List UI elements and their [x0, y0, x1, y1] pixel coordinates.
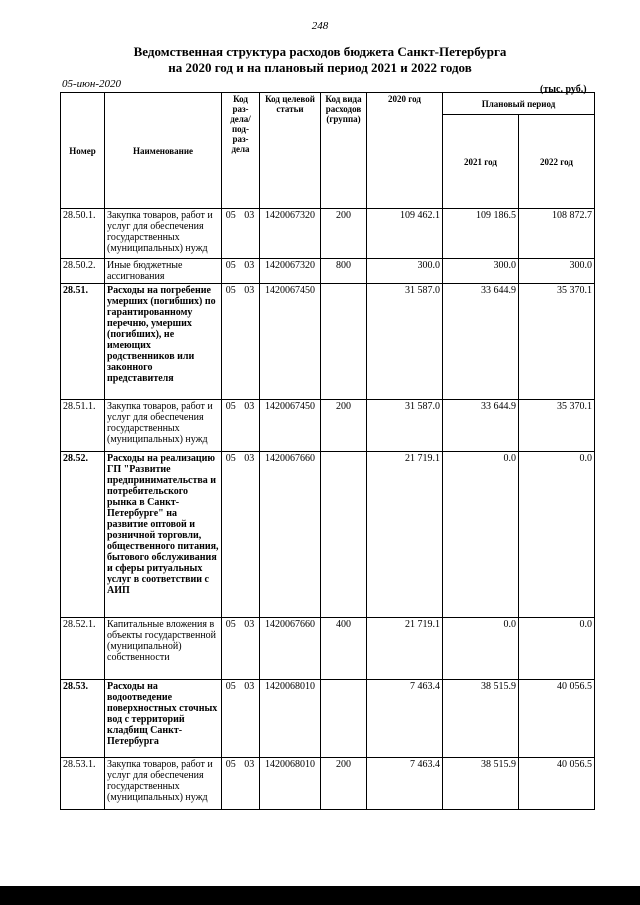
header-planned: Плановый период — [443, 93, 595, 115]
row-section: 05 — [222, 452, 240, 618]
table-row — [61, 400, 595, 452]
row-target: 1420067450 — [260, 400, 321, 452]
row-type: 200 — [321, 400, 367, 452]
row-name: Расходы на реализацию ГП "Развитие предпринимательства и потребительского рынка в Санкт-Петербурге" на развитие оптовой и розничной торговли, общественного питания, бытового обслуживания и сферы ритуальных услуг в соответствии с АИП — [105, 452, 222, 618]
table-row — [61, 284, 595, 400]
row-number: 28.50.1. — [61, 209, 105, 259]
page-number: 248 — [311, 20, 329, 32]
row-subsection: 03 — [240, 284, 260, 400]
row-type: 400 — [321, 618, 367, 680]
row-target: 1420068010 — [260, 680, 321, 758]
row-2022: 108 872.7 — [519, 209, 595, 259]
row-target: 1420067660 — [260, 452, 321, 618]
row-2021: 0.0 — [443, 452, 519, 618]
row-type: 800 — [321, 259, 367, 284]
row-2021: 38 515.9 — [443, 758, 519, 810]
table-row — [61, 259, 595, 284]
table-row — [61, 452, 595, 618]
document-date: 05-июн-2020 — [62, 78, 122, 90]
row-target: 1420067660 — [260, 618, 321, 680]
header-2020: 2020 год — [367, 93, 443, 209]
row-2022: 40 056.5 — [519, 758, 595, 810]
row-2020: 31 587.0 — [367, 284, 443, 400]
header-target: Код целевой статьи — [260, 93, 321, 209]
row-section: 05 — [222, 400, 240, 452]
row-subsection: 03 — [240, 680, 260, 758]
budget-table — [60, 92, 595, 810]
header-section: Код раз-дела/ под-раз-дела — [222, 93, 260, 209]
row-target: 1420067450 — [260, 284, 321, 400]
row-2020: 21 719.1 — [367, 618, 443, 680]
row-type — [321, 452, 367, 618]
row-subsection: 03 — [240, 259, 260, 284]
table-row — [61, 209, 595, 259]
row-2020: 7 463.4 — [367, 758, 443, 810]
row-2021: 38 515.9 — [443, 680, 519, 758]
row-section: 05 — [222, 259, 240, 284]
row-number: 28.52. — [61, 452, 105, 618]
row-number: 28.50.2. — [61, 259, 105, 284]
row-number: 28.51.1. — [61, 400, 105, 452]
table-row — [61, 758, 595, 810]
row-2021: 0.0 — [443, 618, 519, 680]
row-name: Расходы на водоотведение поверхностных сточных вод с территорий кладбищ Санкт-Петербурга — [105, 680, 222, 758]
row-subsection: 03 — [240, 209, 260, 259]
row-number: 28.53.1. — [61, 758, 105, 810]
row-target: 1420068010 — [260, 758, 321, 810]
row-2020: 300.0 — [367, 259, 443, 284]
table-row — [61, 680, 595, 758]
title-line-2: на 2020 год и на плановый период 2021 и 2022 годов — [168, 60, 472, 75]
row-2020: 31 587.0 — [367, 400, 443, 452]
row-section: 05 — [222, 680, 240, 758]
row-number: 28.51. — [61, 284, 105, 400]
row-name: Иные бюджетные ассигнования — [105, 259, 222, 284]
row-2021: 33 644.9 — [443, 400, 519, 452]
title-line-1: Ведомственная структура расходов бюджета Санкт-Петербурга — [133, 44, 507, 59]
row-2020: 7 463.4 — [367, 680, 443, 758]
row-2020: 109 462.1 — [367, 209, 443, 259]
bottom-scan-border — [0, 886, 640, 905]
row-number: 28.53. — [61, 680, 105, 758]
row-section: 05 — [222, 758, 240, 810]
row-2020: 21 719.1 — [367, 452, 443, 618]
document-title — [60, 44, 580, 76]
header-type: Код вида расходов (группа) — [321, 93, 367, 209]
row-type — [321, 680, 367, 758]
row-type — [321, 284, 367, 400]
header-2022: 2022 год — [519, 115, 595, 209]
table-row — [61, 618, 595, 680]
header-2021: 2021 год — [443, 115, 519, 209]
row-2021: 109 186.5 — [443, 209, 519, 259]
row-section: 05 — [222, 284, 240, 400]
row-name: Расходы на погребение умерших (погибших) по гарантированному перечню, умерших (погибших), не имеющих родственников или законного представителя — [105, 284, 222, 400]
row-number: 28.52.1. — [61, 618, 105, 680]
row-name: Закупка товаров, работ и услуг для обеспечения государственных (муниципальных) нужд — [105, 758, 222, 810]
header-name: Наименование — [105, 93, 222, 209]
row-target: 1420067320 — [260, 259, 321, 284]
row-subsection: 03 — [240, 452, 260, 618]
row-name: Закупка товаров, работ и услуг для обеспечения государственных (муниципальных) нужд — [105, 209, 222, 259]
row-section: 05 — [222, 618, 240, 680]
row-2021: 33 644.9 — [443, 284, 519, 400]
row-subsection: 03 — [240, 618, 260, 680]
row-2022: 40 056.5 — [519, 680, 595, 758]
row-2022: 0.0 — [519, 618, 595, 680]
row-subsection: 03 — [240, 758, 260, 810]
row-2022: 35 370.1 — [519, 284, 595, 400]
row-target: 1420067320 — [260, 209, 321, 259]
row-2022: 0.0 — [519, 452, 595, 618]
row-type: 200 — [321, 758, 367, 810]
row-name: Капитальные вложения в объекты государственной (муниципальной) собственности — [105, 618, 222, 680]
row-section: 05 — [222, 209, 240, 259]
units-label: (тыс. руб.) — [540, 84, 587, 95]
row-2022: 35 370.1 — [519, 400, 595, 452]
header-number: Номер — [61, 93, 105, 209]
row-2021: 300.0 — [443, 259, 519, 284]
row-type: 200 — [321, 209, 367, 259]
row-subsection: 03 — [240, 400, 260, 452]
row-name: Закупка товаров, работ и услуг для обеспечения государственных (муниципальных) нужд — [105, 400, 222, 452]
row-2022: 300.0 — [519, 259, 595, 284]
